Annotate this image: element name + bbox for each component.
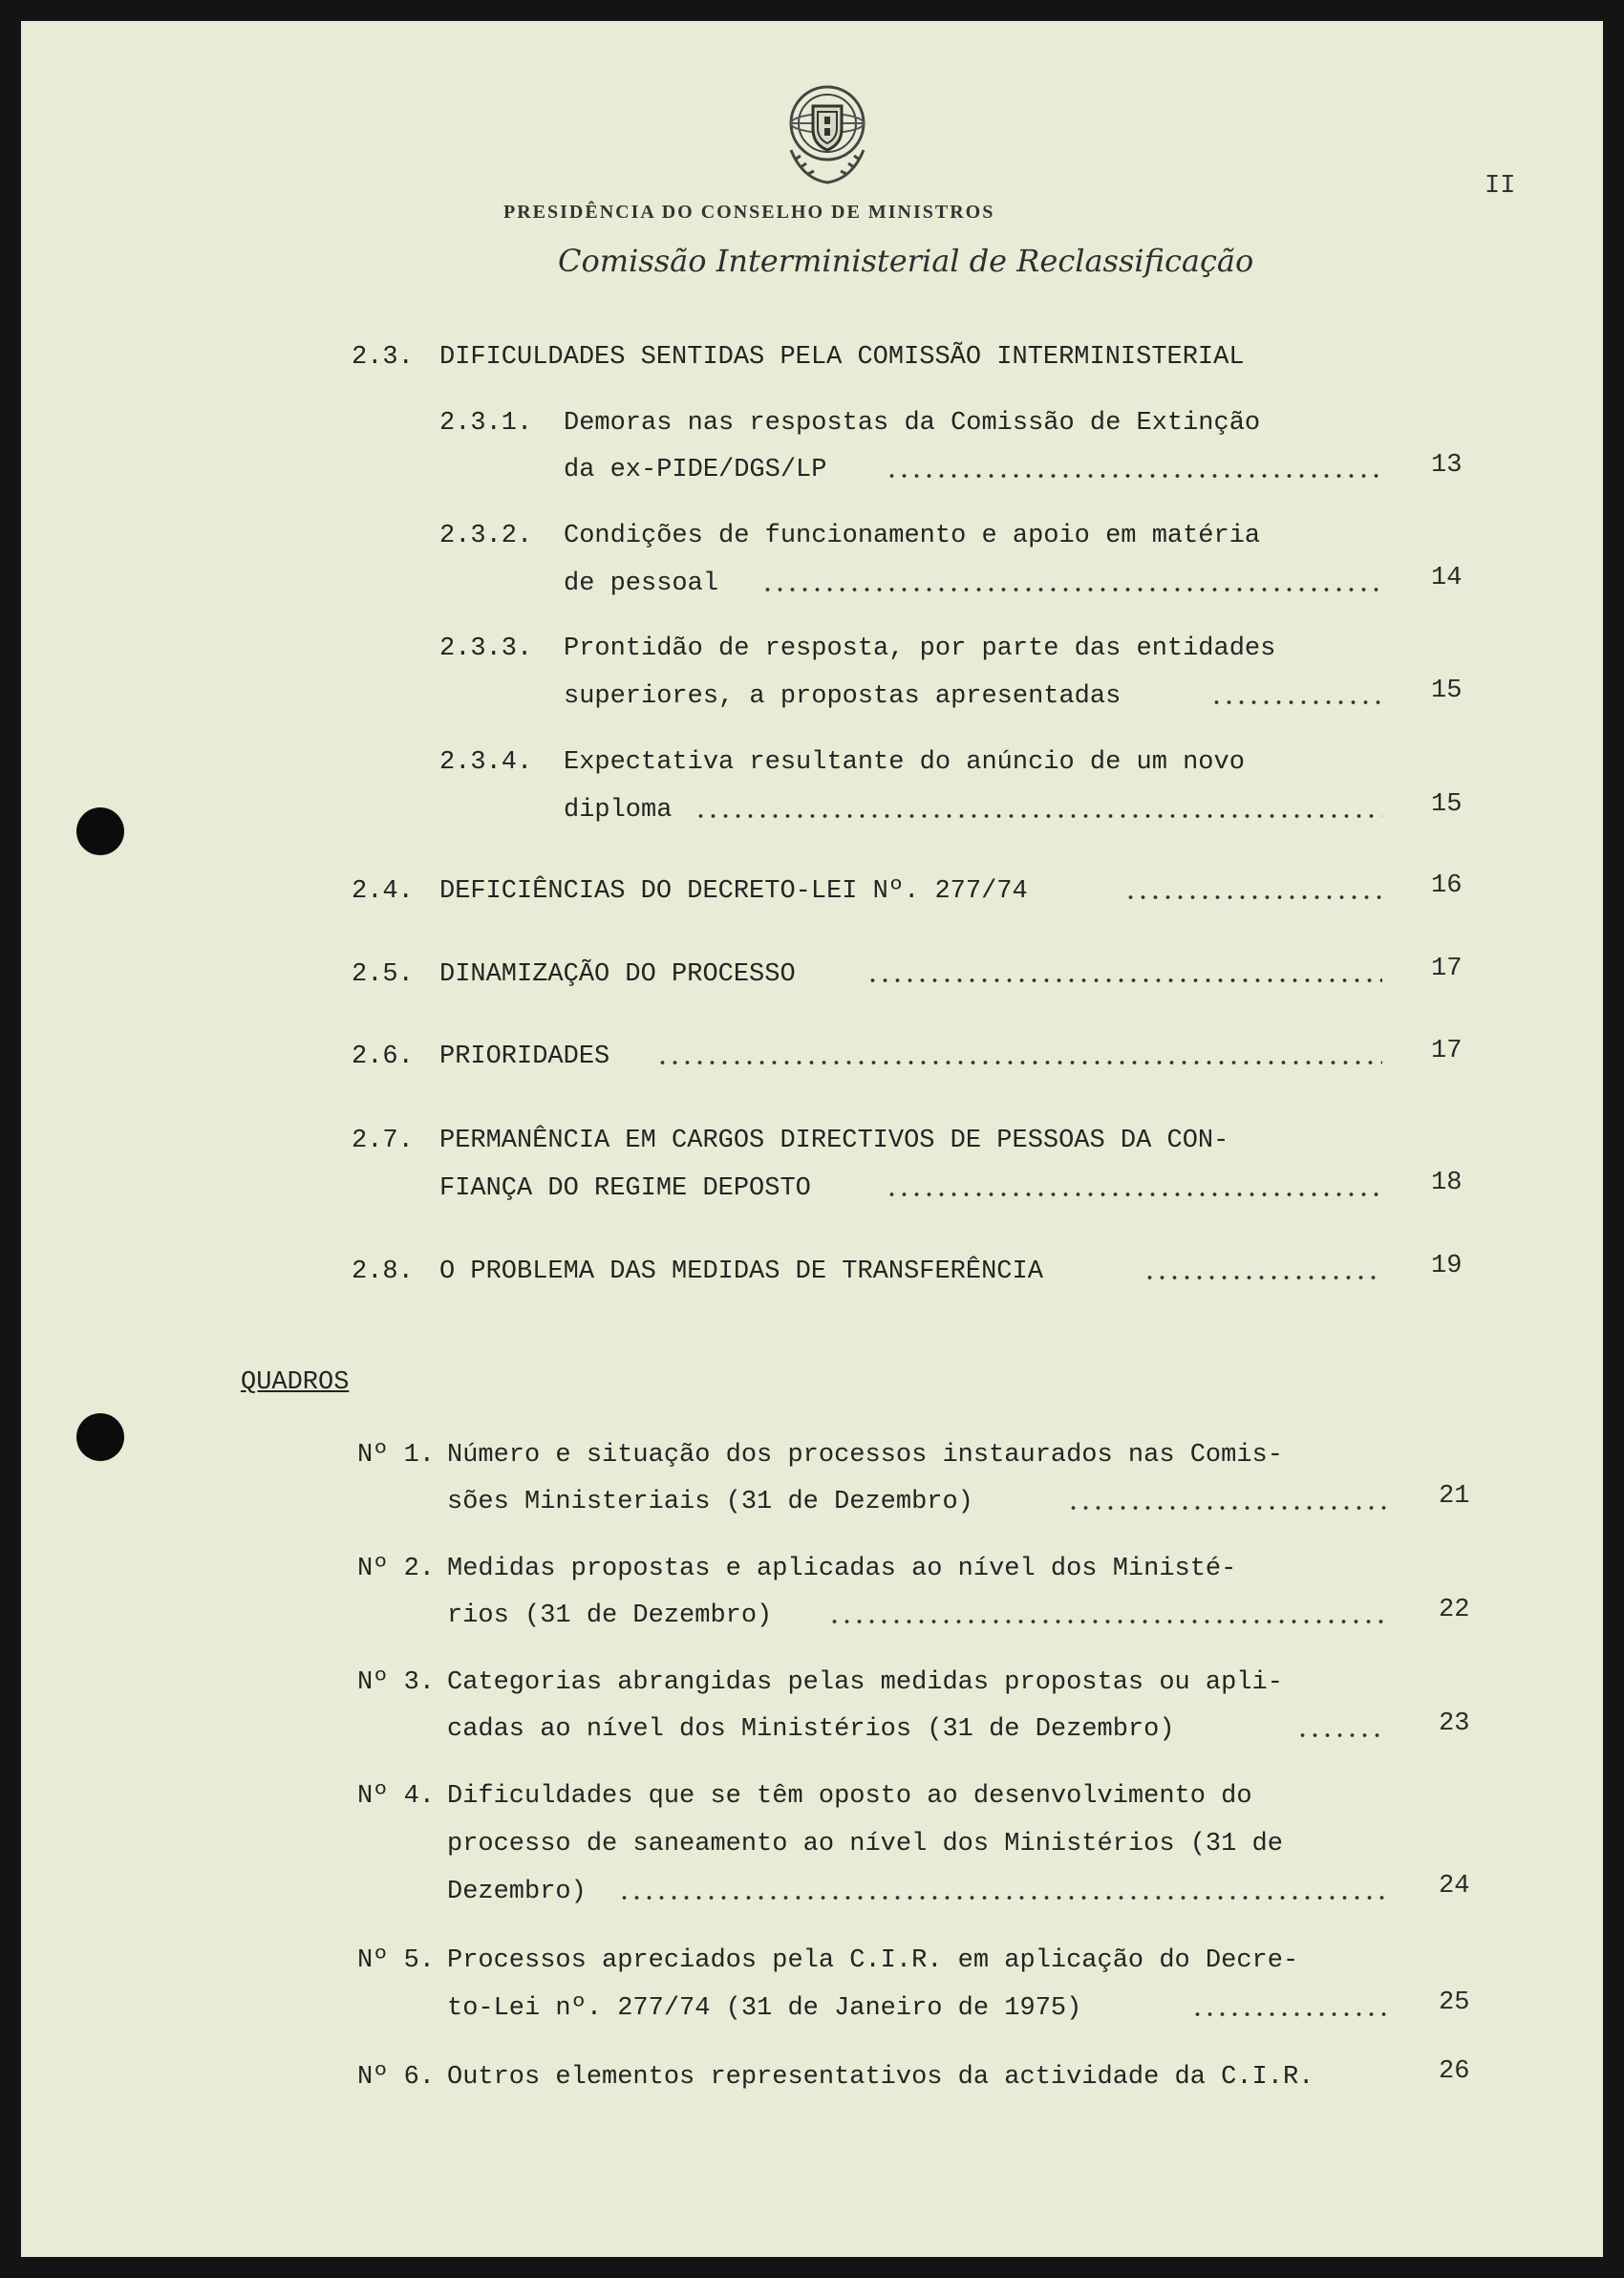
coat-of-arms-icon xyxy=(783,83,871,188)
table-number: Nº 4. xyxy=(357,1782,436,1811)
subsection-number: 2.3.4. xyxy=(439,748,533,777)
page-ref: 15 xyxy=(1431,677,1463,705)
dot-leader xyxy=(1191,2011,1387,2017)
dot-leader xyxy=(656,1060,1382,1065)
section-number: 2.6. xyxy=(352,1042,414,1071)
subsection-title: Demoras nas respostas da Comissão de Extinção xyxy=(564,409,1261,438)
subsection-title-cont: da ex-PIDE/DGS/LP xyxy=(564,456,827,484)
subsection-title-cont: de pessoal xyxy=(564,570,719,598)
table-title-cont: cadas ao nível dos Ministérios (31 de Dezembro) xyxy=(447,1715,1175,1744)
dot-leader xyxy=(866,978,1382,983)
table-title: Outros elementos representativos da actividade da C.I.R. xyxy=(447,2063,1314,2092)
section-number: 2.8. xyxy=(352,1257,414,1286)
page-ref: 15 xyxy=(1431,790,1463,819)
section-title: DINAMIZAÇÃO DO PROCESSO xyxy=(439,960,796,989)
subsection-title-cont: superiores, a propostas apresentadas xyxy=(564,682,1122,711)
page-ref: 17 xyxy=(1431,1037,1463,1065)
page-ref: 21 xyxy=(1439,1482,1470,1511)
page-ref: 24 xyxy=(1439,1872,1470,1901)
dot-leader xyxy=(618,1895,1387,1901)
section-title: PRIORIDADES xyxy=(439,1042,610,1071)
section-number: 2.7. xyxy=(352,1127,414,1155)
section-number: 2.3. xyxy=(352,343,414,372)
page-number: II xyxy=(1485,172,1516,201)
dot-leader xyxy=(886,473,1382,479)
table-title-cont: processo de saneamento ao nível dos Ministérios (31 de xyxy=(447,1830,1283,1859)
page-ref: 22 xyxy=(1439,1596,1470,1624)
subsection-number: 2.3.2. xyxy=(439,522,533,550)
quadros-heading: QUADROS xyxy=(241,1368,350,1397)
section-number: 2.5. xyxy=(352,960,414,989)
page-ref: 23 xyxy=(1439,1709,1470,1738)
section-title-cont: FIANÇA DO REGIME DEPOSTO xyxy=(439,1174,811,1203)
table-title: Dificuldades que se têm oposto ao desenvolvimento do xyxy=(447,1782,1252,1811)
commission-subheading: Comissão Interministerial de Reclassificação xyxy=(558,243,1254,279)
table-title-cont: rios (31 de Dezembro) xyxy=(447,1601,773,1630)
dot-leader xyxy=(1124,894,1382,900)
table-title: Medidas propostas e aplicadas ao nível dos Ministé- xyxy=(447,1555,1237,1583)
page-ref: 25 xyxy=(1439,1988,1470,2017)
dot-leader xyxy=(828,1619,1387,1624)
subsection-title: Condições de funcionamento e apoio em matéria xyxy=(564,522,1261,550)
section-number: 2.4. xyxy=(352,877,414,906)
punch-hole-top xyxy=(76,807,124,855)
dot-leader xyxy=(1143,1275,1382,1280)
dot-leader xyxy=(761,587,1382,592)
subsection-title: Expectativa resultante do anúncio de um novo xyxy=(564,748,1245,777)
section-title: DEFICIÊNCIAS DO DECRETO-LEI Nº. 277/74 xyxy=(439,877,1028,906)
punch-hole-bottom xyxy=(76,1413,124,1461)
table-title-cont: Dezembro) xyxy=(447,1878,587,1906)
table-number: Nº 2. xyxy=(357,1555,436,1583)
table-number: Nº 6. xyxy=(357,2063,436,2092)
page-ref: 17 xyxy=(1431,955,1463,983)
page-ref: 26 xyxy=(1439,2057,1470,2086)
subsection-number: 2.3.3. xyxy=(439,634,533,663)
table-title: Número e situação dos processos instaurados nas Comis- xyxy=(447,1441,1283,1470)
subsection-number: 2.3.1. xyxy=(439,409,533,438)
dot-leader xyxy=(1210,699,1382,705)
table-number: Nº 5. xyxy=(357,1946,436,1975)
table-title-cont: to-Lei nº. 277/74 (31 de Janeiro de 1975) xyxy=(447,1994,1082,2023)
document-page xyxy=(21,21,1603,2257)
table-title: Processos apreciados pela C.I.R. em aplicação do Decre- xyxy=(447,1946,1299,1975)
subsection-title: Prontidão de resposta, por parte das entidades xyxy=(564,634,1276,663)
table-title: Categorias abrangidas pelas medidas propostas ou apli- xyxy=(447,1668,1283,1697)
dot-leader xyxy=(886,1192,1382,1197)
section-title: DIFICULDADES SENTIDAS PELA COMISSÃO INTERMINISTERIAL xyxy=(439,343,1245,372)
dot-leader xyxy=(694,813,1382,819)
page-ref: 16 xyxy=(1431,871,1463,900)
table-number: Nº 3. xyxy=(357,1668,436,1697)
table-number: Nº 1. xyxy=(357,1441,436,1470)
dot-leader xyxy=(1067,1505,1387,1511)
table-title-cont: sões Ministeriais (31 de Dezembro) xyxy=(447,1488,973,1516)
dot-leader xyxy=(1296,1732,1387,1738)
section-title: PERMANÊNCIA EM CARGOS DIRECTIVOS DE PESSOAS DA CON- xyxy=(439,1127,1229,1155)
institution-heading: PRESIDÊNCIA DO CONSELHO DE MINISTROS xyxy=(503,202,995,223)
section-title: O PROBLEMA DAS MEDIDAS DE TRANSFERÊNCIA xyxy=(439,1257,1043,1286)
page-ref: 19 xyxy=(1431,1252,1463,1280)
page-ref: 18 xyxy=(1431,1169,1463,1197)
page-ref: 14 xyxy=(1431,564,1463,592)
page-ref: 13 xyxy=(1431,451,1463,480)
subsection-title-cont: diploma xyxy=(564,796,673,825)
